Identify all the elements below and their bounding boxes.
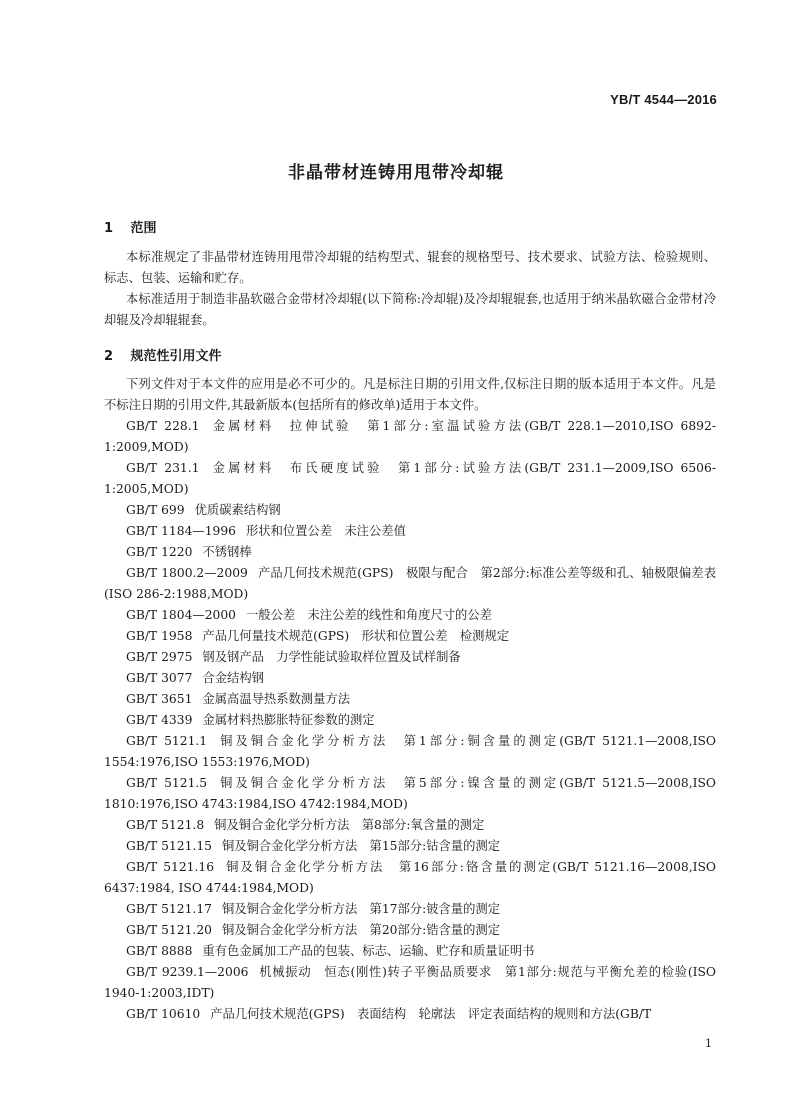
reference-title: 形状和位置公差 未注公差值 <box>246 524 406 538</box>
reference-title: 不锈钢棒 <box>202 545 252 559</box>
reference-item <box>104 416 716 458</box>
section-2-title: 规范性引用文件 <box>130 349 222 364</box>
reference-code: GB/T 1800.2—2009 <box>126 566 248 580</box>
reference-item <box>104 857 716 899</box>
reference-title: 铜及铜合金化学分析方法 第1部分:铜含量的测定(GB/T 5121.1—2008,ISO 1554:1976,ISO 1553:1976,MOD) <box>104 734 716 769</box>
section-1-heading <box>104 217 157 236</box>
reference-code: GB/T 231.1 <box>126 461 200 475</box>
reference-code: GB/T 1220 <box>126 545 193 559</box>
reference-title: 铜及铜合金化学分析方法 第17部分:铍含量的测定 <box>221 902 500 916</box>
reference-item <box>104 521 716 542</box>
reference-title: 钢及钢产品 力学性能试验取样位置及试样制备 <box>202 650 461 664</box>
reference-code: GB/T 699 <box>126 503 185 517</box>
reference-item <box>104 941 716 962</box>
reference-code: GB/T 3077 <box>126 671 193 685</box>
reference-code: GB/T 1958 <box>126 629 193 643</box>
reference-item <box>104 458 716 500</box>
reference-code: GB/T 3651 <box>126 692 193 706</box>
reference-title: 铜及铜合金化学分析方法 第15部分:钴含量的测定 <box>221 839 500 853</box>
reference-title: 铜及铜合金化学分析方法 第20部分:锆含量的测定 <box>221 923 500 937</box>
reference-title: 重有色金属加工产品的包装、标志、运输、贮存和质量证明书 <box>202 944 535 958</box>
reference-item <box>104 668 716 689</box>
reference-code: GB/T 4339 <box>126 713 193 727</box>
reference-title: 金属材料 布氏硬度试验 第1部分:试验方法(GB/T 231.1—2009,ISO 6506-1:2005,MOD) <box>104 461 716 496</box>
reference-item <box>104 899 716 920</box>
reference-title: 金属材料 拉伸试验 第1部分:室温试验方法(GB/T 228.1—2010,ISO 6892-1:2009,MOD) <box>104 419 716 454</box>
reference-item <box>104 605 716 626</box>
reference-code: GB/T 1184—1996 <box>126 524 236 538</box>
reference-title: 铜及铜合金化学分析方法 第8部分:氧含量的测定 <box>214 818 485 832</box>
reference-item <box>104 626 716 647</box>
reference-title: 机械振动 恒态(刚性)转子平衡品质要求 第1部分:规范与平衡允差的检验(ISO 1940-1:2003,IDT) <box>104 965 717 1000</box>
reference-code: GB/T 2975 <box>126 650 193 664</box>
section-2-paragraph-1: 下列文件对于本文件的应用是必不可少的。凡是标注日期的引用文件,仅标注日期的版本适用于本文件。凡是不标注日期的引用文件,其最新版本(包括所有的修改单)适用于本文件。 <box>104 377 716 412</box>
reference-item <box>104 815 716 836</box>
reference-item <box>104 563 716 605</box>
reference-code: GB/T 9239.1—2006 <box>126 965 249 979</box>
reference-item <box>104 542 716 563</box>
reference-code: GB/T 5121.15 <box>126 839 212 853</box>
page-number: 1 <box>705 1037 712 1050</box>
reference-item <box>104 731 716 773</box>
reference-item <box>104 773 716 815</box>
reference-code: GB/T 228.1 <box>126 419 200 433</box>
reference-item <box>104 836 716 857</box>
reference-code: GB/T 5121.1 <box>126 734 208 748</box>
section-1-body <box>104 247 716 331</box>
reference-title: 铜及铜合金化学分析方法 第5部分:镍含量的测定(GB/T 5121.5—2008,ISO 1810:1976,ISO 4743:1984,ISO 4742:1984,MOD) <box>104 776 716 811</box>
reference-code: GB/T 5121.8 <box>126 818 205 832</box>
reference-title: 产品几何技术规范(GPS) 表面结构 轮廓法 评定表面结构的规则和方法(GB/T <box>210 1007 652 1021</box>
reference-code: GB/T 5121.5 <box>126 776 208 790</box>
section-1-title: 范围 <box>130 221 157 236</box>
reference-item <box>104 962 716 1004</box>
document-title: 非晶带材连铸用甩带冷却辊 <box>288 163 504 183</box>
standard-code: YB/T 4544—2016 <box>610 92 717 107</box>
reference-title: 金属材料热膨胀特征参数的测定 <box>202 713 375 727</box>
reference-title: 铜及铜合金化学分析方法 第16部分:铬含量的测定(GB/T 5121.16—2008,ISO 6437:1984, ISO 4744:1984,MOD) <box>104 860 716 895</box>
reference-code: GB/T 5121.20 <box>126 923 212 937</box>
reference-code: GB/T 1804—2000 <box>126 608 236 622</box>
reference-item <box>104 647 716 668</box>
section-1-number: 1 <box>104 221 114 236</box>
reference-item <box>104 1004 716 1025</box>
reference-item <box>104 689 716 710</box>
reference-item <box>104 920 716 941</box>
reference-title: 产品几何量技术规范(GPS) 形状和位置公差 检测规定 <box>202 629 510 643</box>
reference-title: 一般公差 未注公差的线性和角度尺寸的公差 <box>246 608 492 622</box>
reference-code: GB/T 5121.17 <box>126 902 212 916</box>
section-2-number: 2 <box>104 349 114 364</box>
reference-code: GB/T 10610 <box>126 1007 201 1021</box>
reference-title: 优质碳素结构钢 <box>194 503 281 517</box>
reference-code: GB/T 8888 <box>126 944 193 958</box>
section-1-paragraph-2: 本标准适用于制造非晶软磁合金带材冷却辊(以下简称:冷却辊)及冷却辊辊套,也适用于纳米晶软磁合金带材冷却辊及冷却辊辊套。 <box>104 292 716 327</box>
reference-item <box>104 710 716 731</box>
reference-title: 金属高温导热系数测量方法 <box>202 692 350 706</box>
reference-title: 产品几何技术规范(GPS) 极限与配合 第2部分:标准公差等级和孔、轴极限偏差表(ISO 286-2:1988,MOD) <box>104 566 716 601</box>
section-2-heading <box>104 345 222 364</box>
reference-code: GB/T 5121.16 <box>126 860 215 874</box>
section-1-paragraph-1: 本标准规定了非晶带材连铸用甩带冷却辊的结构型式、辊套的规格型号、技术要求、试验方法、检验规则、标志、包装、运输和贮存。 <box>104 250 716 285</box>
section-2-body <box>104 374 716 1025</box>
reference-item <box>104 500 716 521</box>
reference-title: 合金结构钢 <box>202 671 264 685</box>
